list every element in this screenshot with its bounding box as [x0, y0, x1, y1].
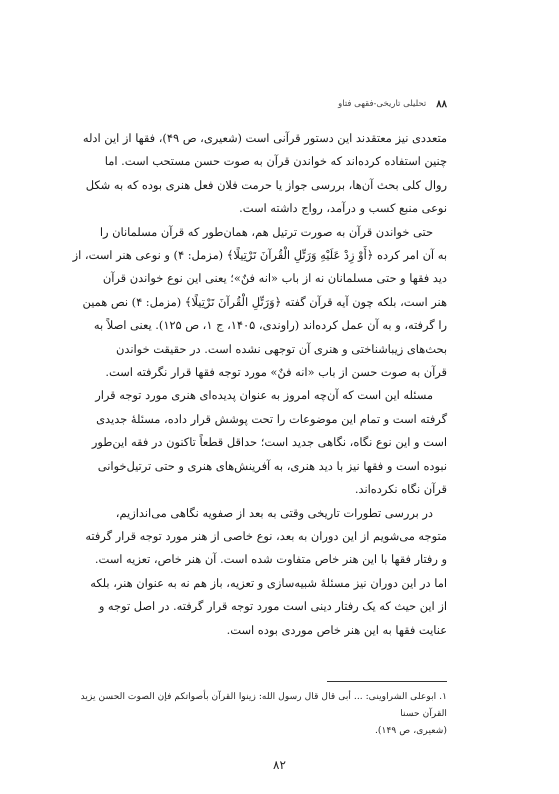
- text-line: چنین استفاده کرده‌اند که خواندن قرآن به صوت حسن مستحب است. اما: [104, 154, 447, 169]
- body-text: [71, 127, 447, 642]
- text-line: و رفتار فقها با این هنر خاص متفاوت شده است. آن هنر خاص، تعزیه است.: [94, 552, 447, 567]
- text-line: اما در این دوران نیز مسئلهٔ شبیه‌سازی و تعزیه، باز هم نه به عنوان هنر، بلکه: [90, 575, 447, 590]
- text-line: عنایت فقها به این هنر خاص موردی بوده است.: [226, 622, 447, 637]
- footnote-rule: [327, 681, 447, 682]
- paragraph-3: [71, 384, 447, 501]
- text-line: را گرفته، و به آن عمل کرده‌اند (راوندی، ۱۴۰۵، ج ۱، ص ۱۲۵). یعنی اصلاً به: [93, 318, 447, 333]
- page-number: ۸۲: [273, 758, 286, 772]
- text-line: گرفته است و تمام این موضوعات را تحت پوشش قرار داده، مسئلهٔ جدیدی: [96, 411, 447, 426]
- text-line: حتی خواندن قرآن به صورت ترتیل هم، همان‌طور که قرآن مسلمانان را: [99, 224, 433, 239]
- text-line: مسئله این است که آن‌چه امروز به عنوان پدیده‌ای هنری مورد توجه قرار: [95, 388, 433, 403]
- paragraph-4: [71, 502, 447, 642]
- text-line: دید فقها و حتی مسلمانان نه از باب «انه فنٌ»؛ یعنی این نوع خواندن قرآن: [102, 271, 447, 286]
- text-line: متوجه می‌شویم از این دوران به بعد، نوع خاصی از هنر مورد توجه قرار گرفته: [85, 528, 447, 543]
- text-line: نوعی منبع کسب و درآمد، رواج داشته است.: [239, 201, 447, 216]
- text-line: در بررسی تطورات تاریخی وقتی به بعد از صفویه نگاهی می‌اندازیم،: [115, 505, 433, 520]
- text-line: نبوده است و فقها نیز با دید هنری، به آفرینش‌های هنری و حتی ترتیل‌خوانی: [97, 458, 447, 473]
- text-line: بحث‌های زیباشناختی و هنری آن توجهی نشده است. در حقیقت خواندن: [116, 341, 447, 356]
- paragraph-1: [71, 127, 447, 221]
- text-line: متعددی نیز معتقدند این دستور قرآنی است (شعیری، ص ۴۹)، فقها از این ادله: [82, 131, 447, 145]
- running-head-title: تحلیلی تاریخی-فقهی فتاو: [338, 99, 427, 109]
- footnote-line: (شعیری، ص ۱۴۹).: [375, 725, 447, 736]
- text-line: قرآن به صوت حسن از باب «انه فنٌ» مورد توجه فقها قرار نگرفته است.: [105, 365, 447, 380]
- text-line: قرآن نگاه نکرده‌اند.: [354, 482, 447, 497]
- text-line: از این حیث که یک رفتار دینی است مورد توجه قرار گرفته. در اصل توجه و: [98, 599, 447, 614]
- paragraph-2: [71, 221, 447, 385]
- running-head: [60, 96, 447, 112]
- text-line: به آن امر کرده ﴿أَوْ زِدْ عَلَیْهِ وَرَتِّلِ الْقُرآنَ تَرْتِیلًا﴾ (مزمل: ۴) و نوعی هنر است، از: [72, 248, 447, 263]
- running-head-folio: ۸۸: [436, 98, 447, 110]
- text-line: هنر است، بلکه چون آیه قرآن گفته ﴿وَرَتِّلِ الْقُرآنَ تَرْتِیلًا﴾ (مزمل: ۴) نص همین: [82, 294, 447, 309]
- footnote-line: ۱. ابوعلی الشراوینی: ... أبی قال قال رسول الله: زینوا القرآن بأصواتکم فإن الصوت الحسن یزید القرآن حسنا: [80, 691, 447, 719]
- footnote: [71, 688, 447, 739]
- text-line: است و این نوع نگاه، نگاهی جدید است؛ حداقل قطعاً تاکنون در فقه این‌طور: [91, 435, 447, 450]
- text-line: روال کلی بحث آن‌ها، بررسی جواز یا حرمت فلان فعل هنری بوده که به شکل: [85, 177, 447, 192]
